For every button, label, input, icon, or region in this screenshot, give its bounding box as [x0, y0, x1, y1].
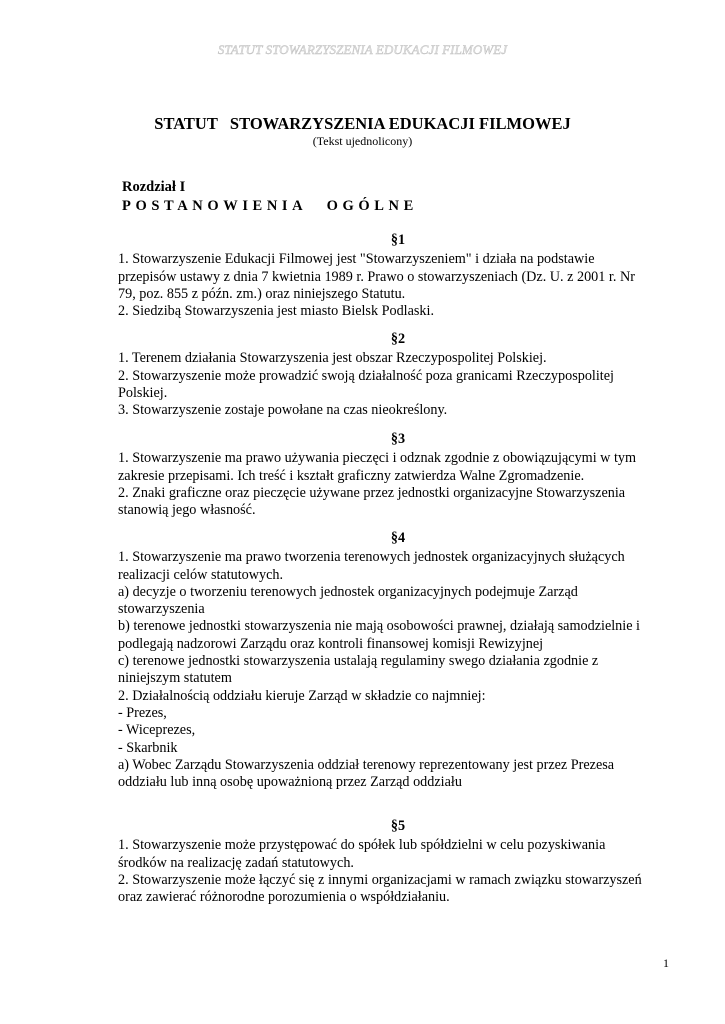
section-number: §4 [390, 530, 406, 546]
section-line: 1. Terenem działania Stowarzyszenia jest obszar Rzeczypospolitej Polskiej. [118, 350, 547, 367]
section-line: niniejszym statutem [118, 670, 232, 687]
section-1 [118, 232, 678, 320]
section-line: 1. Stowarzyszenie ma prawo używania pieczęci i odznak zgodnie z obowiązującymi w tym [118, 450, 637, 467]
section-3 [118, 431, 678, 519]
section-line: b) terenowe jednostki stowarzyszenia nie mają osobowości prawnej, działają samodzielnie i [118, 618, 641, 635]
section-line: - Prezes, [118, 704, 167, 721]
section-line: realizacji celów statutowych. [118, 566, 284, 583]
section-5 [118, 818, 678, 906]
section-line: oraz zawierać różnorodne porozumienia o współdziałaniu. [118, 889, 450, 906]
section-line: 1. Stowarzyszenie ma prawo tworzenia terenowych jednostek organizacyjnych służących [118, 549, 625, 566]
section-line: 2. Działalnością oddziału kieruje Zarząd w składzie co najmniej: [118, 687, 486, 704]
section-line: stowarzyszenia [118, 601, 205, 618]
document-title: STATUT STOWARZYSZENIA EDUKACJI FILMOWEJ [154, 114, 571, 133]
section-number: §1 [390, 232, 406, 248]
section-line: 3. Stowarzyszenie zostaje powołane na czas nieokreślony. [118, 402, 448, 419]
chapter-name: POSTANOWIENIA OGÓLNE [122, 198, 418, 214]
section-line: 2. Siedzibą Stowarzyszenia jest miasto Bielsk Podlaski. [118, 303, 435, 320]
section-line: a) decyzje o tworzeniu terenowych jednostek organizacyjnych podejmuje Zarząd [118, 583, 578, 600]
section-line: przepisów ustawy z dnia 7 kwietnia 1989 r. Prawo o stowarzyszeniach (Dz. U. z 2001 r. Nr [118, 268, 635, 285]
section-line: zakresie przepisami. Ich treść i kształt graficzny zatwierdza Walne Zgromadzenie. [118, 467, 585, 484]
section-number: §3 [390, 431, 406, 447]
chapter-heading [122, 178, 418, 216]
section-line: oddziału lub inną osobę upoważnioną przez Zarząd oddziału [118, 774, 462, 791]
running-header: STATUT STOWARZYSZENIA EDUKACJI FILMOWEJ [217, 42, 508, 57]
section-line: 1. Stowarzyszenie może przystępować do spółek lub spółdzielni w celu pozyskiwania [118, 837, 606, 854]
chapter-label: Rozdział I [122, 179, 186, 195]
section-2 [118, 331, 678, 419]
section-line: 1. Stowarzyszenie Edukacji Filmowej jest "Stowarzyszeniem" i działa na podstawie [118, 251, 595, 268]
section-number: §5 [390, 818, 406, 834]
section-line: 2. Stowarzyszenie może prowadzić swoją działalność poza granicami Rzeczypospolitej [118, 367, 614, 384]
section-line: - Wiceprezes, [118, 722, 196, 739]
section-line: podlegają nadzorowi Zarządu oraz kontroli finansowej komisji Rewizyjnej [118, 635, 544, 652]
document-subtitle: (Tekst ujednolicony) [312, 134, 413, 148]
section-line: 79, poz. 855 z późn. zm.) oraz niniejszego Statutu. [118, 285, 406, 302]
section-line: 2. Znaki graficzne oraz pieczęcie używane przez jednostki organizacyjne Stowarzyszenia [118, 484, 626, 501]
page-number: 1 [663, 956, 669, 970]
section-line: - Skarbnik [118, 739, 178, 756]
section-line: c) terenowe jednostki stowarzyszenia ustalają regulaminy swego działania zgodnie z [118, 653, 599, 670]
section-line: Polskiej. [118, 384, 168, 401]
section-line: stanowią jego własność. [118, 502, 256, 519]
section-line: 2. Stowarzyszenie może łączyć się z innymi organizacjami w ramach związku stowarzyszeń [118, 871, 642, 888]
section-line: a) Wobec Zarządu Stowarzyszenia oddział terenowy reprezentowany jest przez Prezesa [118, 756, 615, 773]
section-number: §2 [390, 331, 406, 347]
section-4 [118, 530, 678, 791]
section-line: środków na realizację zadań statutowych. [118, 854, 354, 871]
